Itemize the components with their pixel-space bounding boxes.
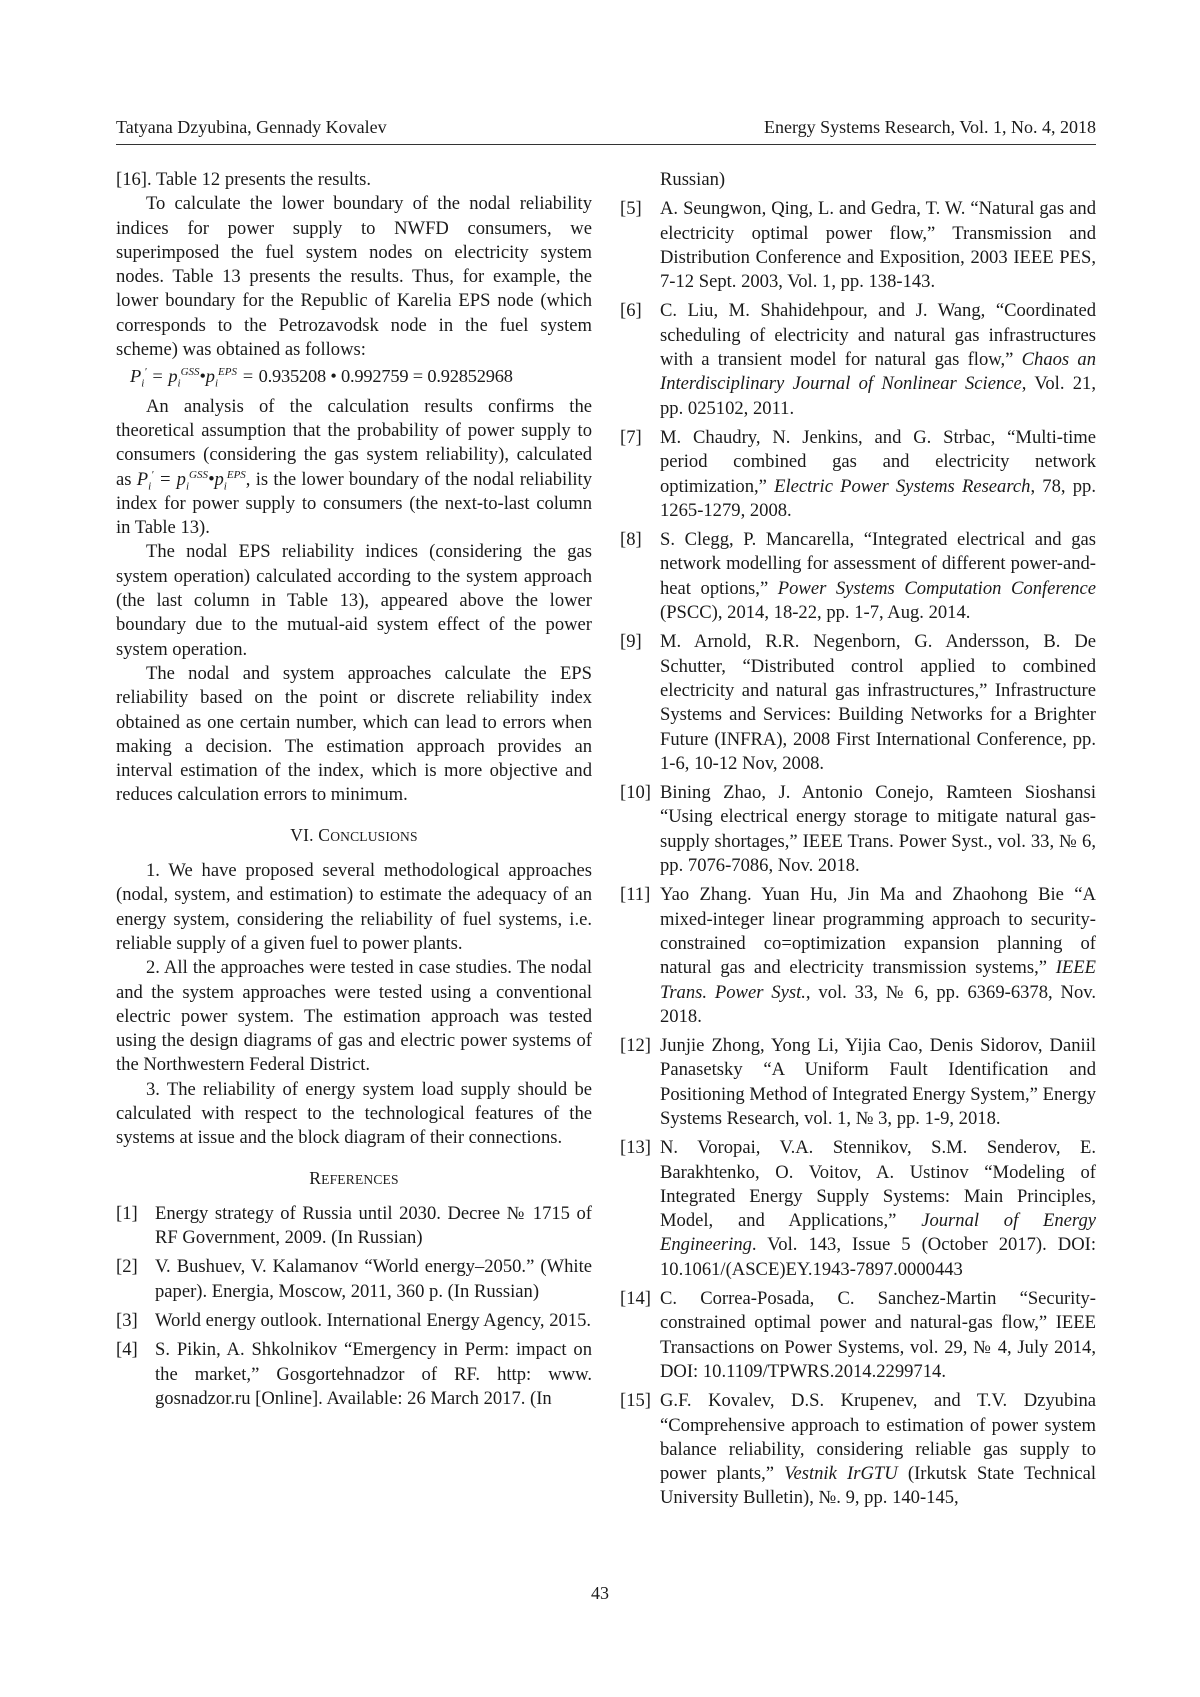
paragraph: 3. The reliability of energy system load supply should be calculated with respect to the technological features of the systems at issue and the block diagram of their connections. <box>116 1078 592 1149</box>
header-journal: Energy Systems Research, Vol. 1, No. 4, 2018 <box>764 117 1096 137</box>
reference-item: [15] G.F. Kovalev, D.S. Krupenev, and T.V. Dzyubina “Comprehensive approach to estimation of power system balance reliability, considering reliable gas supply to power plants,” Vestnik IrGTU (Irkutsk State Technical University Bulletin), №. 9, pp. 140-145, <box>620 1390 1096 1509</box>
reference-item: [7] M. Chaudry, N. Jenkins, and G. Strbac, “Multi-time period combined gas and electricity network optimization,” Electric Power Systems Research, 78, pp. 1265-1279, 2008. <box>620 426 1096 521</box>
paragraph: 2. All the approaches were tested in case studies. The nodal and the system approaches were tested using a conventional electric power system. The estimation approach was tested using the design diagrams of gas and electric power systems of the Northwestern Federal District. <box>116 957 592 1076</box>
reference-item: [10] Bining Zhao, J. Antonio Conejo, Ramteen Sioshansi “Using electrical energy storage to mitigate natural gas-supply shortages,” IEEE Trans. Power Syst., vol. 33, № 6, pp. 7076-7086, Nov. 2018. <box>620 782 1096 877</box>
running-header <box>116 116 1096 145</box>
reference-item: [6] C. Liu, M. Shahidehpour, and J. Wang, “Coordinated scheduling of electricity and natural gas infrastructures with a transient model for natural gas flow,” Chaos an Interdisciplinary Journal of Nonlinear Science, Vol. 21, pp. 025102, 2011. <box>620 300 1096 419</box>
reference-item: [4] S. Pikin, A. Shkolnikov “Emergency in Perm: impact on the market,” Gosgortehnadzor of RF. http: www. gosnadzor.ru [Online]. Available: 26 March 2017. (In <box>116 1339 592 1409</box>
header-authors: Tatyana Dzyubina, Gennady Kovalev <box>116 117 387 137</box>
reference-item: [12] Junjie Zhong, Yong Li, Yijia Cao, Denis Sidorov, Daniil Panasetsky “A Uniform Fault Identification and Positioning Method of Integrated Energy System,” Energy Systems Research, vol. 1, № 3, pp. 1-9, 2018. <box>620 1035 1096 1129</box>
reference-item: [13] N. Voropai, V.A. Stennikov, S.M. Senderov, E. Barakhtenko, O. Voitov, A. Ustinov “Modeling of Integrated Energy Supply Systems: Main Principles, Model, and Applications,” Journal of Energy Engineering. Vol. 143, Issue 5 (October 2017). DOI: 10.1061/(ASCE)EY.1943-7897.0000443 <box>620 1137 1096 1280</box>
section-heading-conclusions: VI. CONCLUSIONS <box>290 824 418 845</box>
reference-item: [5] A. Seungwon, Qing, L. and Gedra, T. W. “Natural gas and electricity optimal power flow,” Transmission and Distribution Conference and Exposition, 2003 IEEE PES, 7-12 Sept. 2003, Vol. 1, pp. 138-143. <box>620 198 1096 293</box>
paragraph: The nodal EPS reliability indices (considering the gas system operation) calculated according to the system approach (the last column in Table 13), appeared above the lower boundary due to the mutual-aid system effect of the power system operation. <box>116 541 592 660</box>
paragraph: An analysis of the calculation results confirms the theoretical assumption that the probability of power supply to consumers (considering the gas system reliability), calculated as $P_i'$ = $p_i^{GSS}•p_i^{EPS}$, is the lower boundary of the nodal reliability index for power supply to consumers (the next-to-last column in Table 13). <box>116 395 592 539</box>
page-number: 43 <box>591 1583 609 1603</box>
paragraph: 1. We have proposed several methodological approaches (nodal, system, and estimation) to estimate the adequacy of an energy system, considering the reliability of fuel systems, i.e. reliable supply of a given fuel to power plants. <box>116 860 592 954</box>
reference-item: [3] World energy outlook. International Energy Agency, 2015. <box>116 1310 592 1332</box>
right-column <box>620 168 1096 1516</box>
reference-item: [14] C. Correa-Posada, C. Sanchez-Martin “Security-constrained optimal power and natural-gas flow,” IEEE Transactions on Power Systems, vol. 29, № 4, July 2014, DOI: 10.1109/TPWRS.2014.2299714. <box>620 1288 1096 1382</box>
paragraph: [16]. Table 12 presents the results. <box>116 169 371 190</box>
reference-continuation: Russian) <box>660 169 726 190</box>
paragraph: The nodal and system approaches calculate the EPS reliability based on the point or discrete reliability index obtained as one certain number, which can lead to errors when making a decision. The estimation approach provides an interval estimation of the index, which is more objective and reduces calculation errors to minimum. <box>116 662 592 806</box>
reference-item: [1] Energy strategy of Russia until 2030. Decree № 1715 of RF Government, 2009. (In Russian) <box>116 1202 592 1249</box>
reference-item: [9] M. Arnold, R.R. Negenborn, G. Andersson, B. De Schutter, “Distributed control applied to combined electricity and natural gas infrastructures,” Infrastructure Systems and Services: Building Networks for a Brighter Future (INFRA), 2008 First International Conference, pp. 1-6, 10-12 Nov, 2008. <box>620 631 1096 774</box>
equation: $P_i'$ = $p_i^{GSS}•p_i^{EPS} = 0.935208$ • 0.992759 = 0.92852968 <box>130 366 513 391</box>
reference-item: [11] Yao Zhang. Yuan Hu, Jin Ma and Zhaohong Bie “A mixed-integer linear programming approach to security-constrained co=optimization expansion planning of natural gas and electricity transmission systems,” IEEE Trans. Power Syst., vol. 33, № 6, pp. 6369-6378, Nov. 2018. <box>620 884 1096 1027</box>
reference-item: [8] S. Clegg, P. Mancarella, “Integrated electrical and gas network modelling for assessment of different power-and-heat options,” Power Systems Computation Conference (PSCC), 2014, 18-22, pp. 1-7, Aug. 2014. <box>620 529 1097 624</box>
inline-formula: $P_i'$ = $p_i^{GSS}•p_i^{EPS}$ <box>136 468 246 493</box>
reference-item: [2] V. Bushuev, V. Kalamanov “World energy–2050.” (White paper). Energia, Moscow, 2011, 360 p. (In Russian) <box>116 1256 592 1302</box>
left-column <box>116 168 592 1416</box>
section-heading-references: REFERENCES <box>309 1167 399 1188</box>
paragraph: To calculate the lower boundary of the nodal reliability indices for power supply to NWFD consumers, we superimposed the fuel system nodes on electricity system nodes. Table 13 presents the results. Thus, for example, the lower boundary for the Republic of Karelia EPS node (which corresponds to the Petrozavodsk node in the fuel system scheme) was obtained as follows: <box>116 193 592 361</box>
